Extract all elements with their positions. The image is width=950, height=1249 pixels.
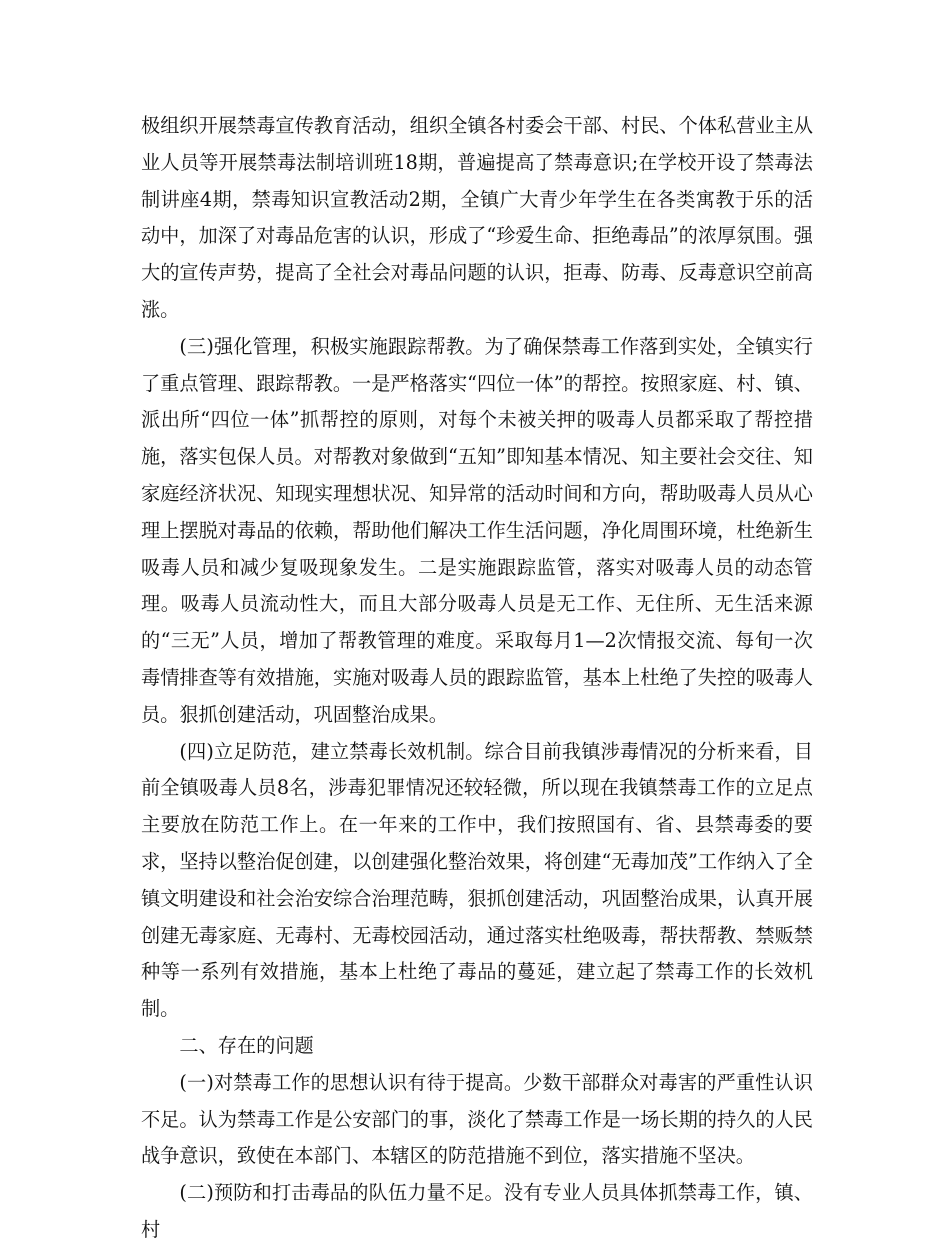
paragraph-problem-staffing: (二)预防和打击毒品的队伍力量不足。没有专业人员具体抓禁毒工作，镇、村 xyxy=(141,1181,813,1241)
paragraph-problem-awareness: (一)对禁毒工作的思想认识有待于提高。少数干部群众对毒害的严重性认识不足。认为禁毒工作是公安部门的事，淡化了禁毒工作是一场长期的持久的人民战争意识，致使在本部门、本辖区的防范措施不到位，落实措施不坚决。 xyxy=(141,1070,813,1168)
document-body xyxy=(141,108,813,1249)
paragraph-prevention-mechanism: (四)立足防范，建立禁毒长效机制。综合目前我镇涉毒情况的分析来看，目前全镇吸毒人员8名，涉毒犯罪情况还较轻微，所以现在我镇禁毒工作的立足点主要放在防范工作上。在一年来的工作中，我们按照国有、省、县禁毒委的要求，坚持以整治促创建，以创建强化整治效果，将创建“无毒加茂”工作纳入了全镇文明建设和社会治安综合治理范畴，狠抓创建活动，巩固整治成果，认真开展创建无毒家庭、无毒村、无毒校园活动，通过落实杜绝吸毒，帮扶帮教、禁贩禁种等一系列有效措施，基本上杜绝了毒品的蔓延，建立起了禁毒工作的长效机制。 xyxy=(141,739,813,1021)
section-heading-problems: 二、存在的问题 xyxy=(179,1033,314,1057)
paragraph-propaganda-continued: 极组织开展禁毒宣传教育活动，组织全镇各村委会干部、村民、个体私营业主从业人员等开展禁毒法制培训班18期，普遍提高了禁毒意识;在学校开设了禁毒法制讲座4期，禁毒知识宣教活动2期，全镇广大青少年学生在各类寓教于乐的活动中，加深了对毒品危害的认识，形成了“珍爱生命、拒绝毒品”的浓厚氛围。强大的宣传声势，提高了全社会对毒品问题的认识，拒毒、防毒、反毒意识空前高涨。 xyxy=(141,114,813,321)
paragraph-strengthen-management: (三)强化管理，积极实施跟踪帮教。为了确保禁毒工作落到实处，全镇实行了重点管理、跟踪帮教。一是严格落实“四位一体”的帮控。按照家庭、村、镇、派出所“四位一体”抓帮控的原则，对每个未被关押的吸毒人员都采取了帮控措施，落实包保人员。对帮教对象做到“五知”即知基本情况、知主要社会交往、知家庭经济状况、知现实理想状况、知异常的活动时间和方向，帮助吸毒人员从心理上摆脱对毒品的依赖，帮助他们解决工作生活问题，净化周围环境，杜绝新生吸毒人员和减少复吸现象发生。二是实施跟踪监管，落实对吸毒人员的动态管理。吸毒人员流动性大，而且大部分吸毒人员是无工作、无住所、无生活来源的“三无”人员，增加了帮教管理的难度。采取每月1—2次情报交流、每旬一次毒情排查等有效措施，实施对吸毒人员的跟踪监管，基本上杜绝了失控的吸毒人员。狠抓创建活动，巩固整治成果。 xyxy=(141,334,813,726)
